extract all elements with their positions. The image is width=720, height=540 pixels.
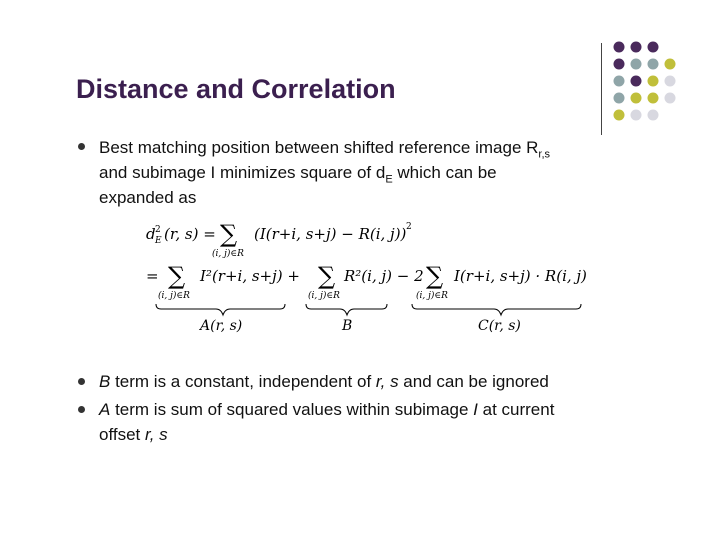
decorative-dot (614, 76, 625, 87)
underbrace-b (306, 304, 387, 315)
eq-line1-term: (I(r+i, s+j) − R(i, j)) (254, 225, 407, 243)
bullet-3-line-1 (99, 398, 554, 422)
bullet-3-text: term is sum of squared values within subimage (110, 400, 474, 419)
eq-sum-4: ∑ (426, 262, 444, 290)
equation (140, 212, 600, 342)
bullet-3-text: at current (477, 400, 555, 419)
bullet-3-line-2 (99, 423, 168, 447)
underbrace-c (412, 304, 581, 315)
decorative-dot (614, 59, 625, 70)
decorative-dot (648, 59, 659, 70)
bullet-2-line-1 (99, 370, 549, 394)
bullet-3-italic: I (473, 400, 478, 419)
bullet-2-text: term is a constant, independent of (110, 372, 376, 391)
eq-line1-power: 2 (406, 222, 412, 232)
decorative-dot (631, 59, 642, 70)
bullet-1-line-3: expanded as (99, 188, 197, 207)
eq-sum-3-index: (i, j)∈R (308, 291, 340, 301)
eq-term-a: I²(r+i, s+j) + (200, 267, 300, 285)
decorative-dot (648, 93, 659, 104)
eq-sum-3: ∑ (318, 262, 336, 290)
eq-sum-4-index: (i, j)∈R (416, 291, 448, 301)
bullet-1-text: which can be (392, 163, 497, 182)
decorative-dot (631, 76, 642, 87)
bullet-2-text: and can be ignored (398, 372, 549, 391)
decorative-dot (631, 110, 642, 121)
eq-lhs-sup: 2 (155, 225, 161, 235)
eq-term-c: I(r+i, s+j) · R(i, j) (454, 267, 587, 285)
decorative-dot (631, 42, 642, 53)
bullet-marker (78, 406, 85, 413)
decorative-dot-grid (612, 40, 682, 135)
eq-sum-2: ∑ (168, 262, 186, 290)
eq-term-b: R²(i, j) − 2 (344, 267, 424, 285)
bullet-marker (78, 143, 85, 150)
decorative-dot (665, 93, 676, 104)
bullet-2-italic: B (99, 372, 111, 391)
decorative-dot (648, 42, 659, 53)
bullet-1-text: and subimage I minimizes square of d (99, 163, 386, 182)
bullet-1-text: Best matching position between shifted reference image R (99, 138, 539, 157)
eq-sum-1: ∑ (220, 220, 238, 248)
decorative-dot (665, 59, 676, 70)
bullet-1-subscript: r,s (538, 148, 551, 161)
eq-line2-eq: = (146, 267, 159, 285)
bullet-3-italic: A (99, 400, 111, 419)
decorative-dot (648, 76, 659, 87)
bullet-3-italic: r, s (145, 425, 168, 444)
slide-title: Distance and Correlation (76, 74, 396, 104)
bullet-1-subscript: E (385, 173, 393, 186)
decorative-dot (665, 76, 676, 87)
eq-lhs-sub: E (155, 236, 162, 246)
decorative-vertical-line (601, 43, 602, 135)
eq-label-b: B (342, 318, 353, 334)
decorative-dot (648, 110, 659, 121)
eq-sum-2-index: (i, j)∈R (158, 291, 190, 301)
eq-label-a: A(r, s) (200, 318, 243, 334)
eq-lhs: d (146, 225, 156, 243)
bullet-marker (78, 378, 85, 385)
eq-lhs-args: (r, s) = (164, 225, 216, 243)
decorative-dot (614, 42, 625, 53)
eq-label-c: C(r, s) (478, 318, 521, 334)
decorative-dot (614, 93, 625, 104)
underbrace-a (156, 304, 285, 315)
decorative-dot (631, 93, 642, 104)
decorative-dot (614, 110, 625, 121)
bullet-3-text: offset (99, 425, 145, 444)
bullet-2-italic: r, s (375, 372, 399, 391)
eq-sum-1-index: (i, j)∈R (212, 249, 244, 259)
